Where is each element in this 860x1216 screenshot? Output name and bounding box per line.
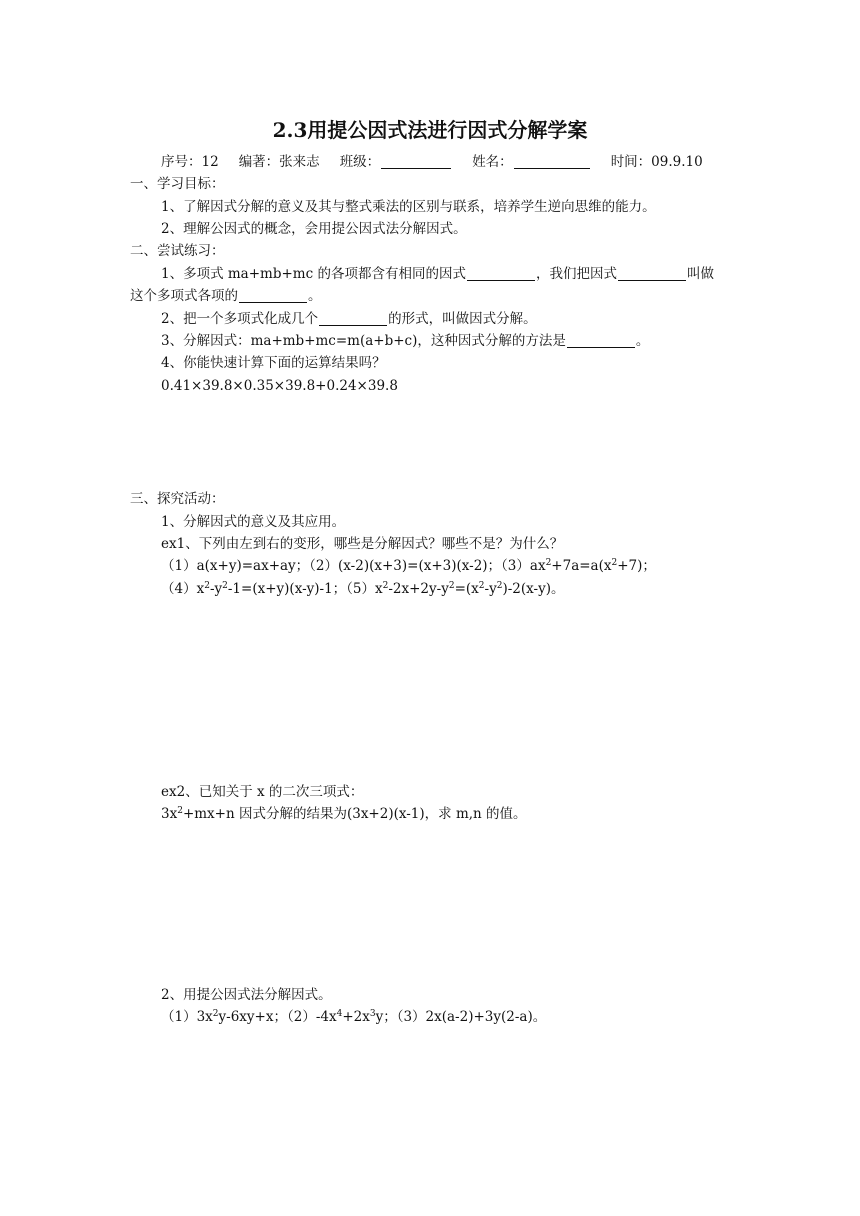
section2-heading: 二、尝试练习：	[130, 243, 225, 259]
question-1-text: 叫做	[686, 266, 714, 282]
math-text: y-6xy+x；（2）-4x	[218, 1009, 337, 1025]
exponent: 3	[369, 1009, 376, 1019]
section3-heading: 三、探究活动：	[130, 491, 225, 507]
question-2	[161, 310, 537, 328]
question-1-text: 。	[308, 288, 322, 304]
math-text: -1=(x+y)(x-y)-1；（5）x	[227, 581, 383, 597]
section1-heading: 一、学习目标：	[130, 176, 225, 192]
exponent: 2	[212, 1009, 219, 1019]
serial-number: 序号：12	[161, 154, 219, 170]
math-text: -2x+2y-y	[388, 581, 449, 597]
objective-1: 1、了解因式分解的意义及其与整式乘法的区别与联系，培养学生逆向思维的能力。	[161, 199, 656, 215]
question-3-text: 3、分解因式：ma+mb+mc=m(a+b+c)，这种因式分解的方法是	[161, 333, 566, 349]
answer-blank[interactable]	[319, 311, 387, 326]
subsection-1: 1、分解因式的意义及其应用。	[161, 514, 346, 530]
exponent: 2	[177, 806, 183, 816]
name-label: 姓名：	[472, 154, 513, 170]
question-2-text: 2、把一个多项式化成几个	[161, 311, 319, 327]
math-text: +7a=a(x	[551, 558, 612, 574]
question-1	[161, 265, 714, 283]
math-text: （1）3x	[161, 1009, 213, 1025]
ex1-prompt: ex1、下列由左到右的变形，哪些是分解因式？哪些不是？为什么？	[161, 536, 564, 552]
name-blank[interactable]	[514, 154, 590, 169]
exponent: 2	[382, 581, 389, 591]
math-text: +7)；	[617, 558, 656, 574]
objective-2: 2、理解公因式的概念，会用提公因式法分解因式。	[161, 221, 467, 237]
question-3-text: 。	[635, 333, 650, 349]
question-2-text: 的形式，叫做因式分解。	[388, 311, 537, 327]
ex1-line-2	[161, 580, 564, 598]
answer-blank[interactable]	[618, 266, 686, 281]
exponent: 2	[222, 581, 228, 591]
subsection-2: 2、用提公因式法分解因式。	[161, 987, 332, 1003]
answer-blank[interactable]	[467, 266, 535, 281]
page-title: 2.3用提公因式法进行因式分解学案	[272, 118, 588, 142]
question-1-text: 这个多项式各项的	[130, 288, 238, 304]
exponent: 2	[478, 581, 485, 591]
math-text: =(x	[454, 581, 479, 597]
math-text: y；（3）2x(a-2)+3y(2-a)。	[375, 1009, 547, 1025]
question-1-continued	[130, 287, 322, 305]
answer-blank[interactable]	[567, 333, 635, 348]
question-4: 4、你能快速计算下面的运算结果吗？	[161, 355, 386, 371]
exponent: 2	[545, 558, 552, 568]
math-text: -y	[484, 581, 497, 597]
question-1-text: 1、多项式 ma+mb+mc 的各项都含有相同的因式	[161, 266, 466, 282]
exponent: 4	[336, 1009, 343, 1019]
question-3	[161, 332, 649, 350]
math-text: （4）x	[161, 581, 205, 597]
question-4-expression: 0.41×39.8×0.35×39.8+0.24×39.8	[161, 378, 398, 394]
exponent: 2	[448, 581, 455, 591]
exponent: 2	[611, 558, 618, 568]
answer-blank[interactable]	[239, 288, 307, 303]
ex1-line-1	[161, 557, 656, 575]
exponent: 2	[204, 581, 210, 591]
date: 时间：09.9.10	[610, 154, 703, 170]
question-1-text: ，我们把因式	[535, 266, 617, 282]
exponent: 2	[496, 581, 503, 591]
math-text: 3x	[161, 806, 178, 822]
ex2-line	[161, 805, 527, 823]
math-text: +2x	[342, 1009, 370, 1025]
class-label: 班级：	[339, 154, 381, 170]
subsection-2-line	[161, 1008, 546, 1026]
math-text: -y	[209, 581, 223, 597]
ex2-prompt: ex2、已知关于 x 的二次三项式：	[161, 784, 364, 800]
math-text: )-2(x-y)。	[502, 581, 565, 597]
math-text: +mx+n 因式分解的结果为(3x+2)(x-1)，求 m,n 的值。	[182, 806, 527, 822]
header-info	[161, 153, 703, 171]
class-blank[interactable]	[381, 154, 451, 169]
math-text: （1）a(x+y)=ax+ay；（2）(x-2)(x+3)=(x+3)(x-2)；（3）ax	[161, 558, 546, 574]
editor: 编著：张来志	[238, 154, 320, 170]
